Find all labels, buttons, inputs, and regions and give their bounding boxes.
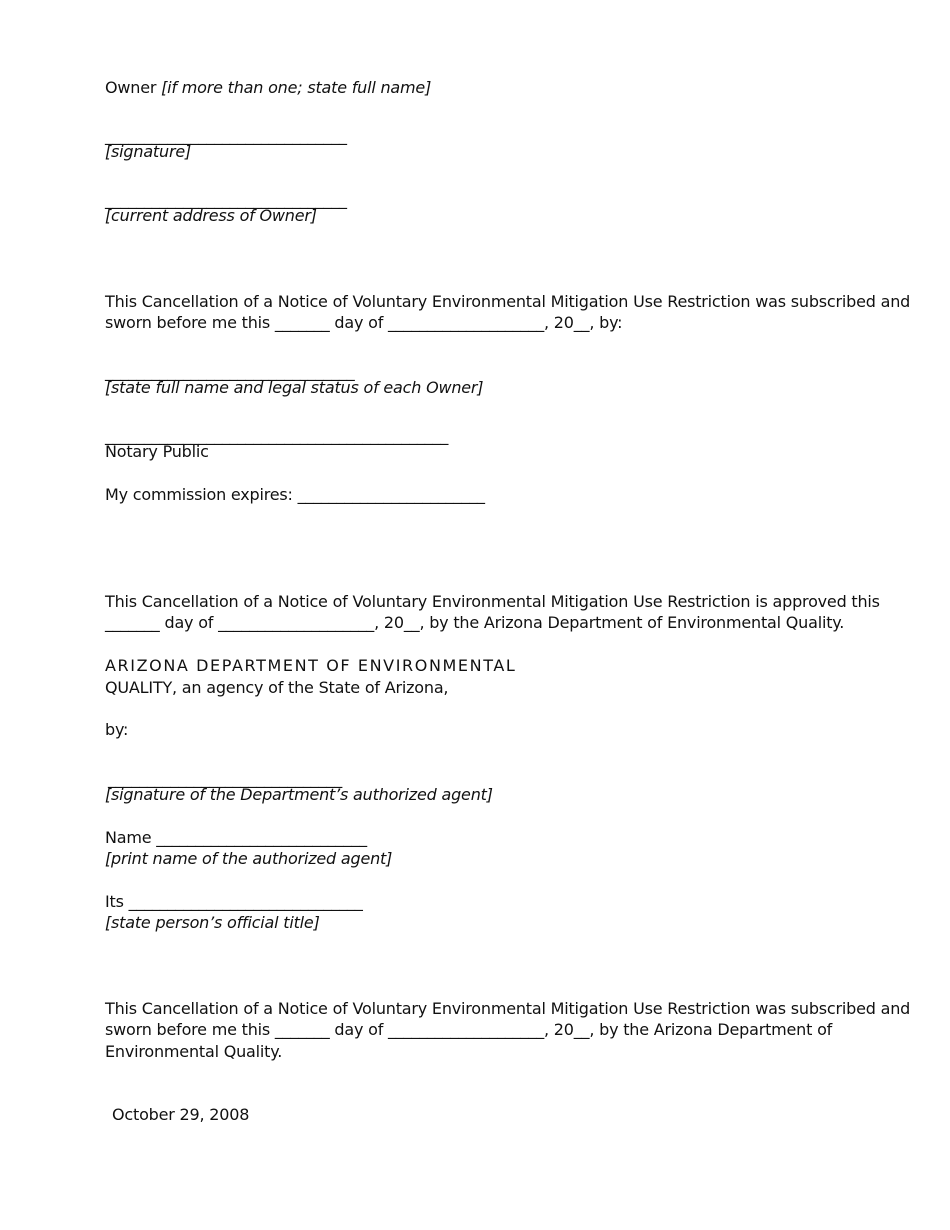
owner-signature-hint: [signature] [105,142,192,161]
owner-label: Owner [105,78,157,97]
owner-name-line[interactable]: ________________________________ [105,362,355,381]
agency-notary-text-line2: sworn before me this _______ day of ____________________, 20__, by the Arizona Department of [105,1020,833,1039]
owner-hint: [if more than one; state full name] [161,78,432,97]
owner-address-line[interactable]: _______________________________ [105,190,347,209]
by-label: by: [105,720,129,739]
agent-title-hint: [state person’s official title] [105,913,320,932]
agent-signature-hint: [signature of the Department’s authorized agent] [105,785,493,804]
agency-name-line2: QUALITY, an agency of the State of Arizona, [105,678,449,697]
agent-title-field[interactable]: Its ______________________________ [105,892,363,911]
agent-name-hint: [print name of the authorized agent] [105,849,393,868]
footer-date: October 29, 2008 [112,1105,250,1124]
agency-notary-text-line3: Environmental Quality. [105,1042,283,1061]
owner-name-hint: [state full name and legal status of each Owner] [105,378,484,397]
approval-text-line2: _______ day of ____________________, 20__, by the Arizona Department of Environmental Quality. [105,613,845,632]
approval-text-line1: This Cancellation of a Notice of Voluntary Environmental Mitigation Use Restriction is approved this [105,592,880,611]
owner-signature-line[interactable]: _______________________________ [105,126,347,145]
agency-name-line1: ARIZONA DEPARTMENT OF ENVIRONMENTAL [105,656,517,675]
owner-notary-text-line2: sworn before me this _______ day of ____________________, 20__, by: [105,313,623,332]
agency-notary-text-line1: This Cancellation of a Notice of Voluntary Environmental Mitigation Use Restriction was subscribed and [105,999,911,1018]
notary-signature-line[interactable]: ____________________________________________ [105,426,449,445]
owner-address-hint: [current address of Owner] [105,206,317,225]
commission-expires-field[interactable]: My commission expires: ________________________ [105,485,485,504]
notary-public-label: Notary Public [105,442,209,461]
owner-notary-text-line1: This Cancellation of a Notice of Voluntary Environmental Mitigation Use Restriction was subscribed and [105,292,911,311]
agent-name-field[interactable]: Name ___________________________ [105,828,367,847]
owner-heading [105,77,431,98]
agent-signature-line[interactable]: ______________________________ [108,769,343,788]
